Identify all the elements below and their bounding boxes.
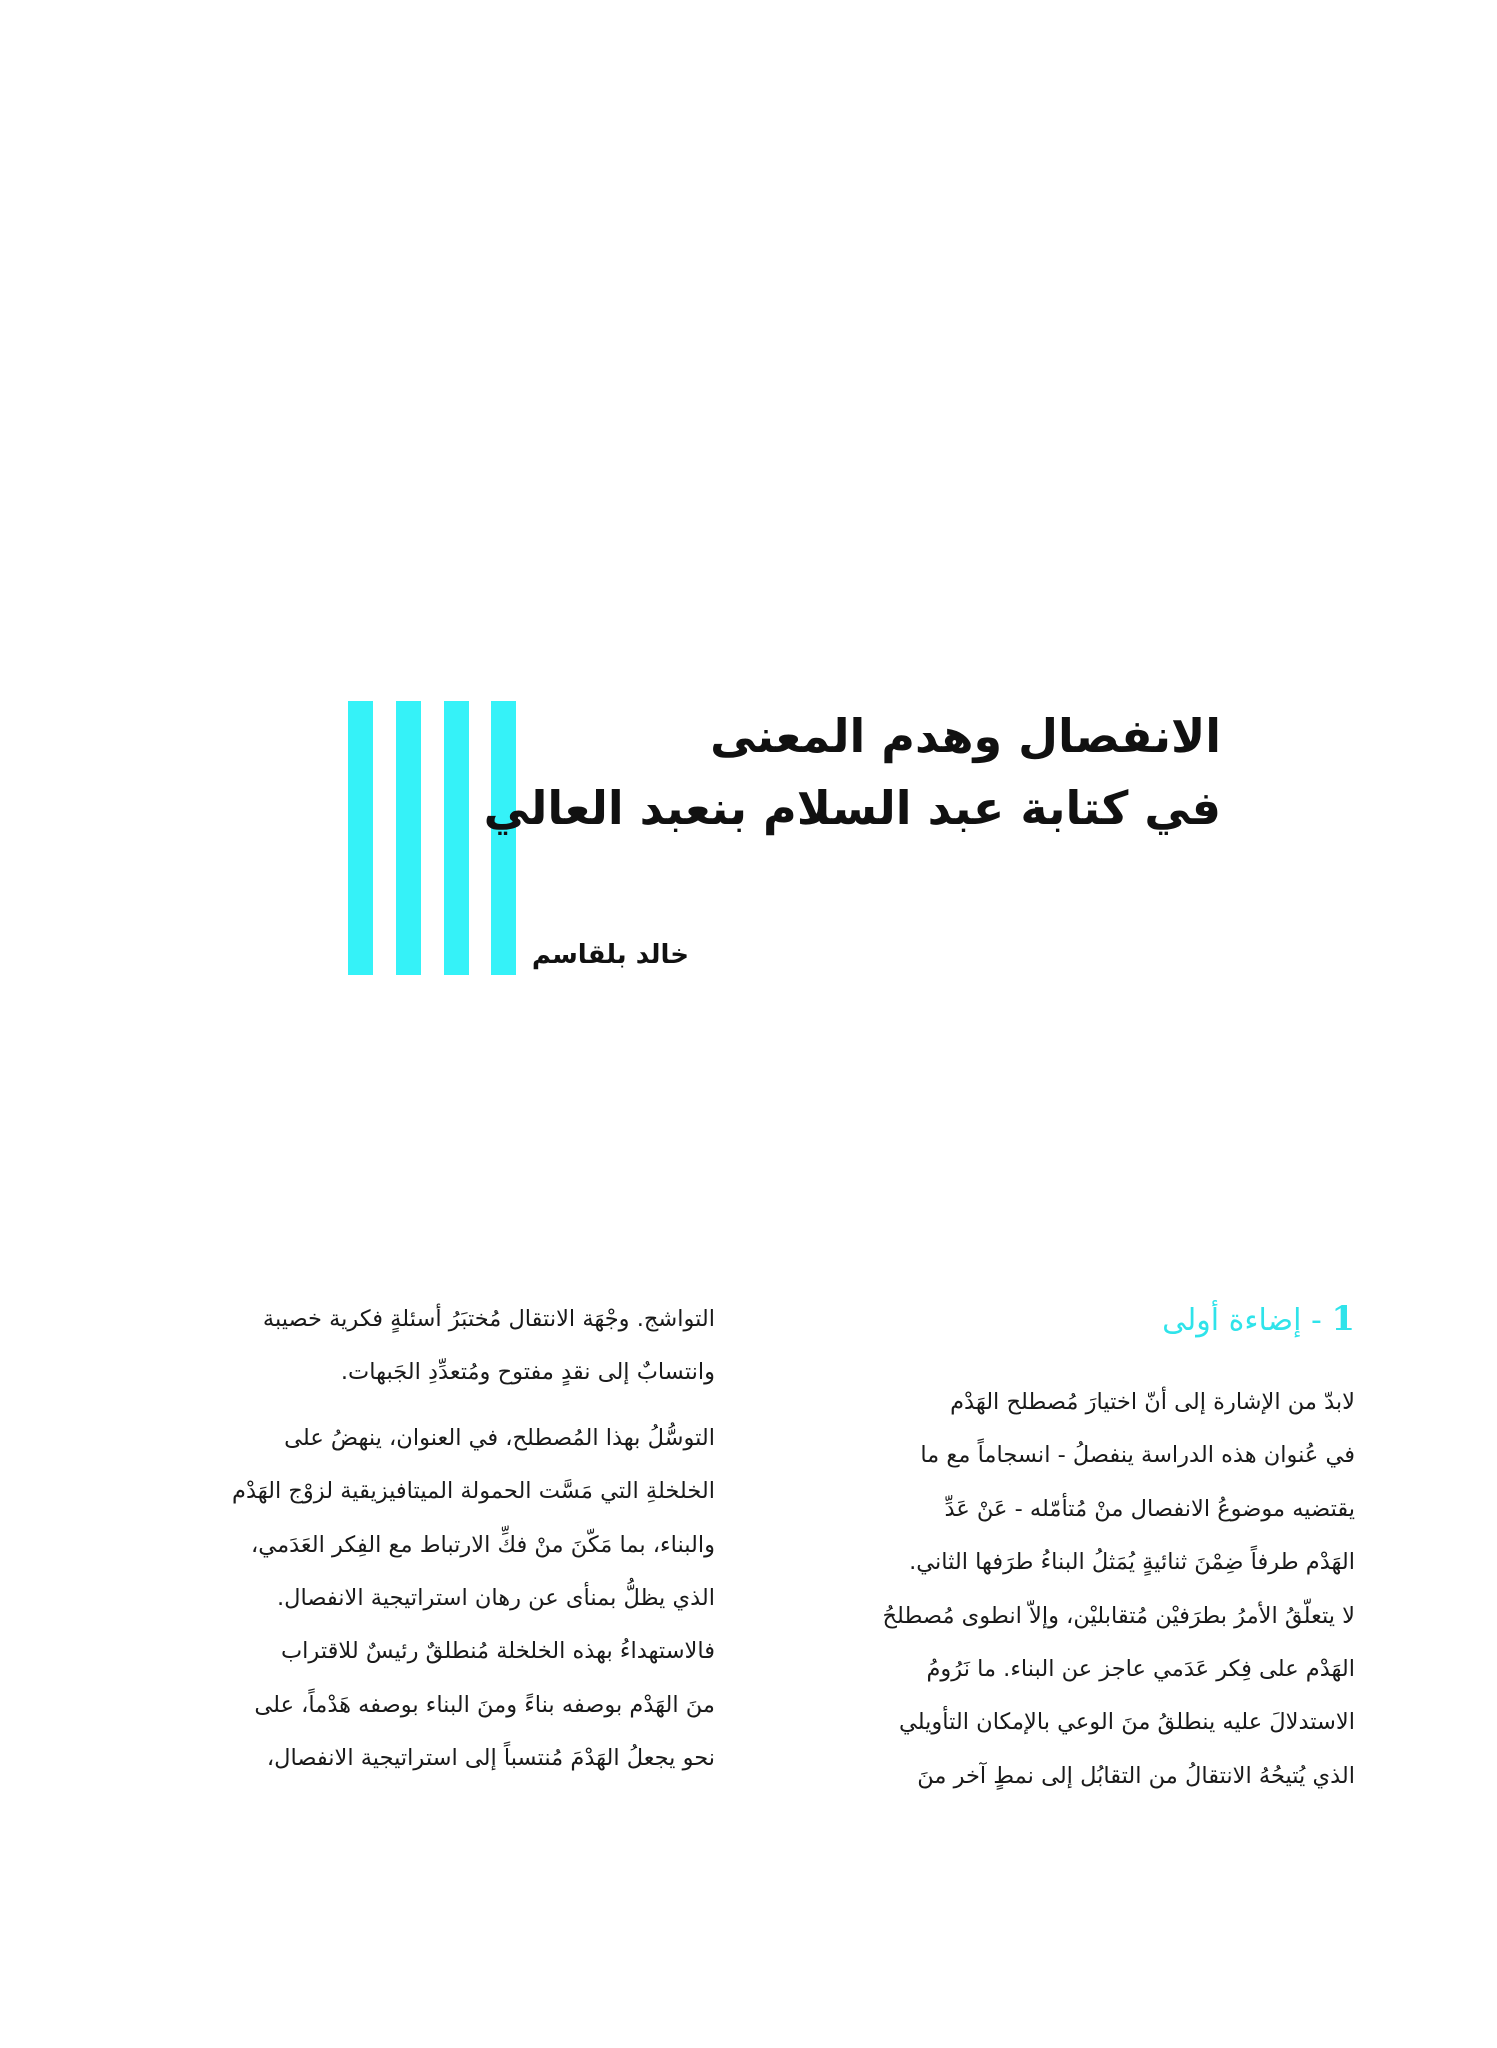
section-label: - إضاءة أولى xyxy=(1162,1303,1322,1338)
title-line-2: في كتابة عبد السلام بنعبد العالي xyxy=(483,781,1221,835)
section-number: 1 xyxy=(1331,1299,1355,1339)
text-line: لا يتعلّقُ الأمرُ بطرَفيْن مُتقابليْن، وإلاّ انطوى مُصطلحُ xyxy=(882,1602,1355,1629)
text-line: نحو يجعلُ الهَدْمَ مُنتسباً إلى استراتيجية الانفصال، xyxy=(266,1745,715,1772)
text-line: الذي يظلُّ بمنأى عن رهان استراتيجية الانفصال. xyxy=(277,1584,715,1611)
body-column-left xyxy=(150,1293,715,1786)
section-heading xyxy=(1162,1298,1355,1342)
author-name: خالد بلقاسم xyxy=(531,940,689,970)
text-line: لابدّ من الإشارة إلى أنّ اختيارَ مُصطلح الهَدْم xyxy=(950,1389,1355,1415)
text-line: في عُنوان هذه الدراسة ينفصلُ - انسجاماً مع ما xyxy=(920,1442,1355,1469)
text-line: الذي يُتيحُهُ الانتقالُ من التقابُل إلى نمطٍ آخر منَ xyxy=(917,1762,1355,1789)
text-line: الهَدْم طرفاً ضِمْنَ ثنائيةٍ يُمَثلُ البناءُ طرَفها الثاني. xyxy=(909,1549,1355,1576)
body-column-right xyxy=(790,1376,1355,1803)
text-line: يقتضيه موضوعُ الانفصال منْ مُتأمّله - عَنْ عَدِّ xyxy=(944,1495,1355,1522)
text-line: وانتسابٌ إلى نقدٍ مفتوح ومُتعدِّدِ الجَبهات. xyxy=(340,1359,715,1386)
text-line: الخلخلةِ التي مَسَّت الحمولة الميتافيزيقية لزوْج الهَدْم xyxy=(232,1478,715,1505)
decorative-bar xyxy=(396,701,421,975)
decorative-bar xyxy=(348,701,373,975)
text-line: والبناء، بما مَكّنَ منْ فكِّ الارتباط مع الفِكر العَدَمي، xyxy=(251,1531,715,1558)
text-line: التوسُّلُ بهذا المُصطلح، في العنوان، ينهضُ على xyxy=(284,1424,715,1451)
article-title xyxy=(483,700,1221,844)
text-line: الاستدلالَ عليه ينطلقُ منَ الوعي بالإمكان التأويلي xyxy=(898,1709,1355,1736)
paragraph-gap xyxy=(150,1400,715,1412)
text-line: الهَدْم على فِكر عَدَمي عاجز عن البناء. ما نَرُومُ xyxy=(926,1655,1355,1682)
text-line: فالاستهداءُ بهذه الخلخلة مُنطلقٌ رئيسٌ للاقتراب xyxy=(281,1638,715,1665)
title-line-1: الانفصال وهدم المعنى xyxy=(710,709,1221,763)
text-line: التواشج. وجْهَة الانتقال مُختبَرُ أسئلةٍ فكرية خصيبة xyxy=(262,1306,715,1332)
decorative-bar xyxy=(444,701,469,975)
text-line: منَ الهَدْم بوصفه بناءً ومنَ البناء بوصفه هَدْماً، على xyxy=(254,1691,715,1718)
